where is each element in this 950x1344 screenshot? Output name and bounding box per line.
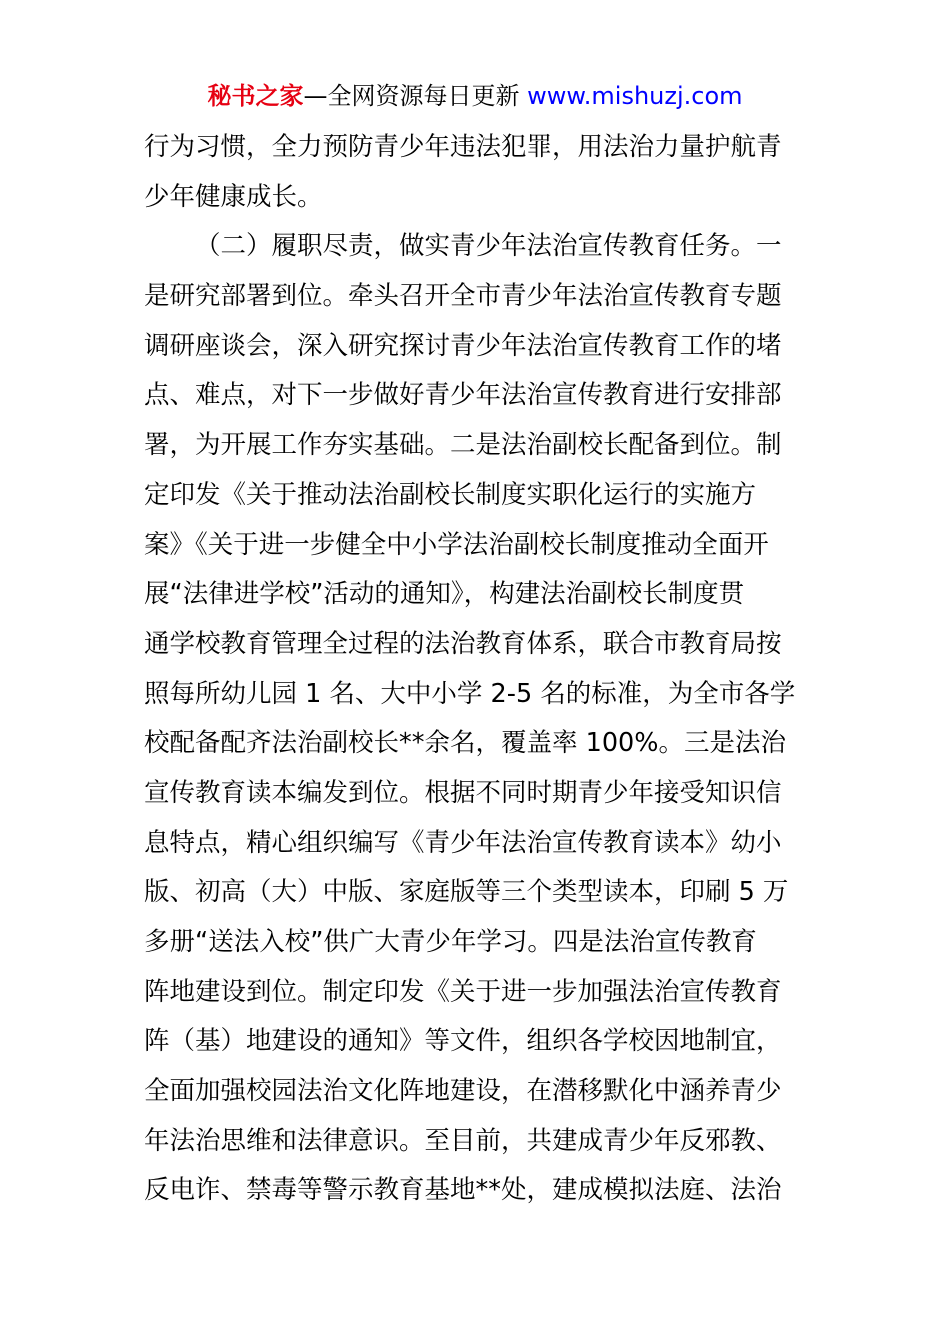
text-line: 案》《关于进一步健全中小学法治副校长制度推动全面开: [144, 529, 769, 560]
text-line: 校配备配齐法治副校长**余名，覆盖率 100%。三是法治: [144, 728, 787, 759]
text-line: 版、初高（大）中版、家庭版等三个类型读本，印刷 5 万: [144, 877, 789, 908]
text-line: 多册“送法入校”供广大青少年学习。四是法治宣传教育: [144, 927, 757, 957]
text-line: 调研座谈会，深入研究探讨青少年法治宣传教育工作的堵: [144, 330, 782, 361]
site-slogan: —全网资源每日更新: [303, 82, 528, 110]
text-line: 定印发《关于推动法治副校长制度实职化运行的实施方: [144, 479, 757, 510]
text-line: 是研究部署到位。牵头召开全市青少年法治宣传教育专题: [144, 281, 782, 312]
text-line: 息特点，精心组织编写《青少年法治宣传教育读本》幼小: [144, 827, 782, 858]
text-line: 阵地建设到位。制定印发《关于进一步加强法治宣传教育: [144, 976, 782, 1007]
text-line: 年法治思维和法律意识。至目前，共建成青少年反邪教、: [144, 1125, 782, 1156]
text-line: 展“法律进学校”活动的通知》，构建法治副校长制度贯: [144, 579, 745, 610]
text-line: 通学校教育管理全过程的法治教育体系，联合市教育局按: [144, 628, 782, 659]
text-line: 署，为开展工作夯实基础。二是法治副校长配备到位。制: [144, 430, 782, 461]
text-line: 行为习惯，全力预防青少年违法犯罪，用法治力量护航青: [144, 132, 782, 162]
text-line: 少年健康成长。: [144, 181, 323, 212]
text-line: 照每所幼儿园 1 名、大中小学 2-5 名的标准，为全市各学: [144, 678, 796, 709]
text-line: 宣传教育读本编发到位。根据不同时期青少年接受知识信: [144, 777, 782, 808]
site-url-link[interactable]: www.mishuzj.com: [527, 82, 743, 110]
paragraph-start-line: （二）履职尽责，做实青少年法治宣传教育任务。一: [195, 231, 782, 262]
text-line: 反电诈、禁毒等警示教育基地**处，建成模拟法庭、法治: [144, 1175, 782, 1206]
site-brand: 秘书之家: [207, 82, 304, 110]
text-line: 阵（基）地建设的通知》等文件，组织各学校因地制宜，: [144, 1026, 782, 1057]
text-line: 全面加强校园法治文化阵地建设，在潜移默化中涵养青少: [144, 1076, 782, 1107]
text-line: 点、难点，对下一步做好青少年法治宣传教育进行安排部: [144, 380, 782, 411]
site-header: [0, 78, 950, 114]
document-body: [144, 123, 808, 1216]
